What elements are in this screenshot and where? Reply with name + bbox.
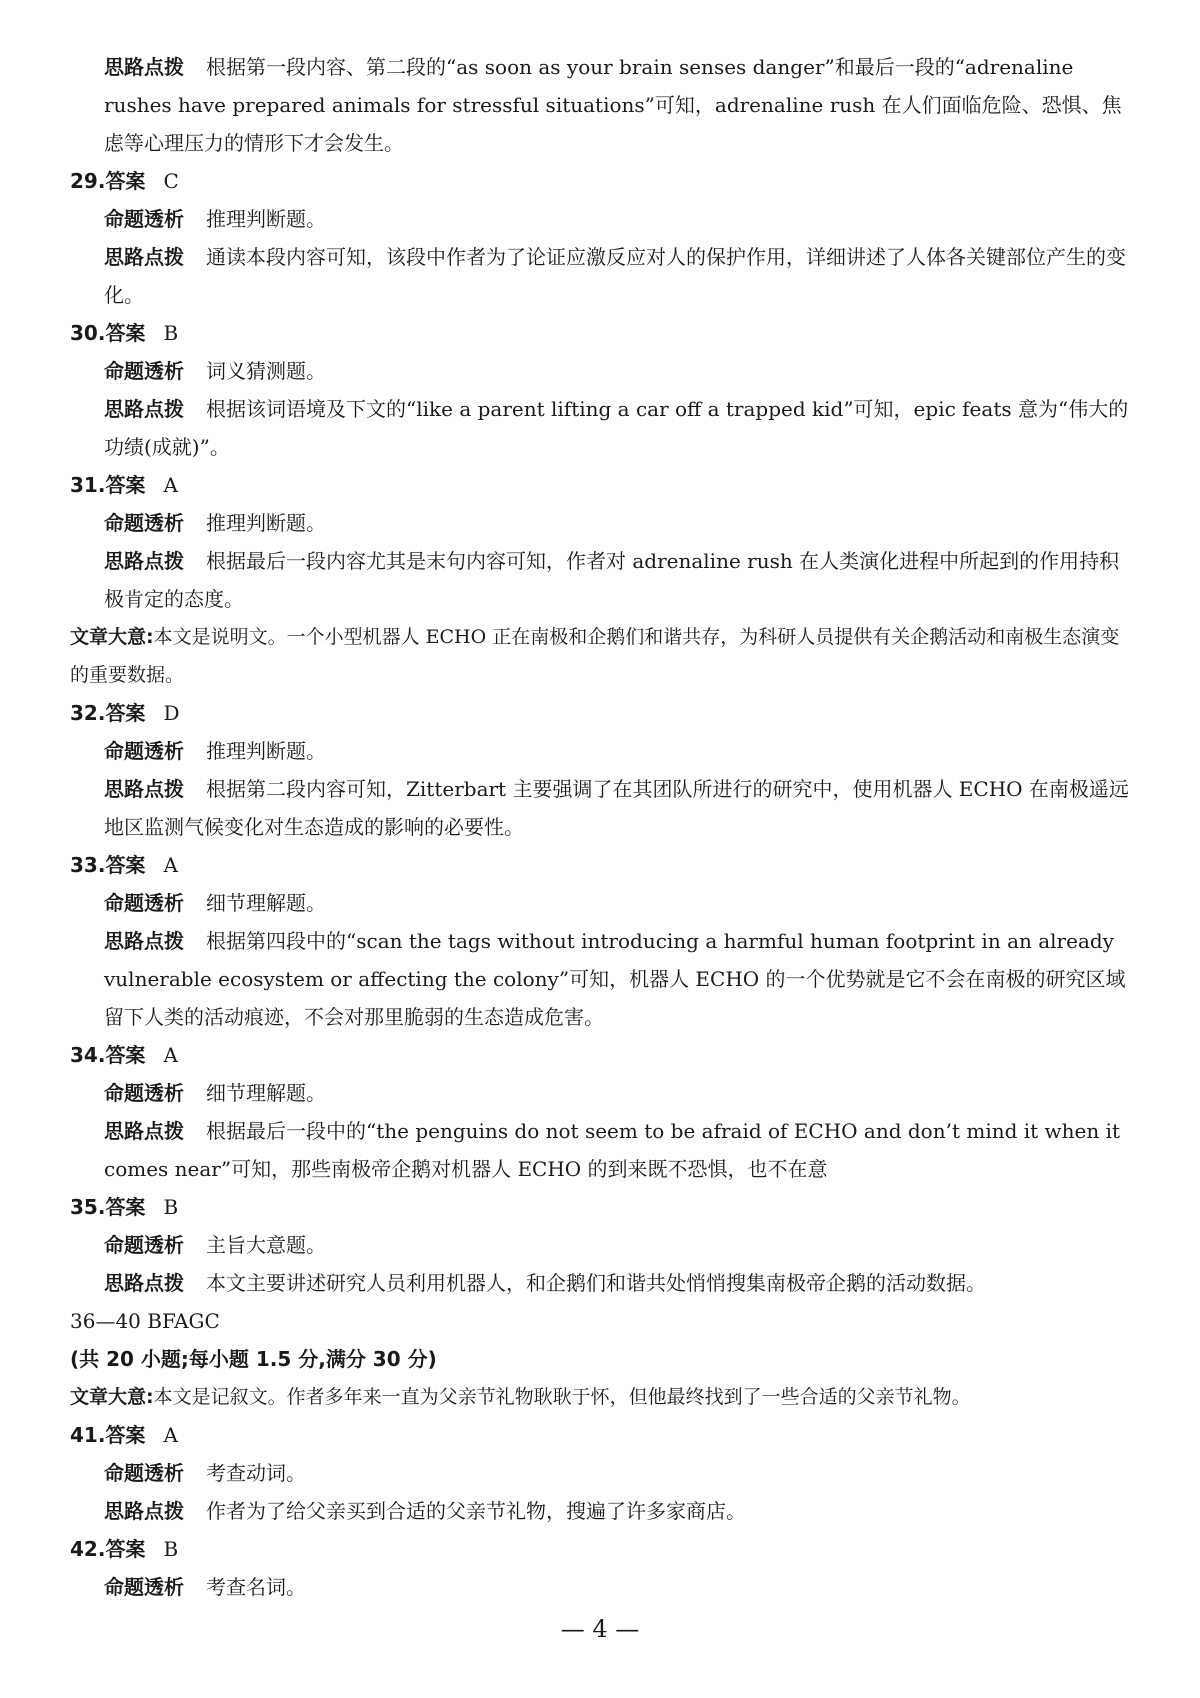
question-analysis [70, 1226, 1136, 1264]
question-number: 41. [70, 1423, 106, 1447]
answer-label: 答案 [105, 701, 146, 725]
analysis-text: 考查名词。 [206, 1575, 306, 1599]
answer-letter: A [163, 1043, 178, 1067]
question-block [70, 314, 1136, 466]
hint-label: 思路点拨 [104, 777, 184, 801]
question-analysis [70, 1074, 1136, 1112]
summary-label: 文章大意: [70, 626, 154, 648]
question-block [70, 1036, 1136, 1188]
question-block [70, 466, 1136, 618]
question-hint [70, 238, 1136, 314]
hint-text: 本文主要讲述研究人员利用机器人，和企鹅们和谐共处悄悄搜集南极帝企鹅的活动数据。 [206, 1271, 986, 1295]
answer-label: 答案 [105, 1537, 146, 1561]
hint-label: 思路点拨 [104, 929, 184, 953]
analysis-text: 推理判断题。 [206, 739, 326, 763]
hint-text: 作者为了给父亲买到合适的父亲节礼物，搜遍了许多家商店。 [206, 1499, 746, 1523]
hint-label: 思路点拨 [104, 1271, 184, 1295]
question-analysis [70, 504, 1136, 542]
answer-letter: B [163, 321, 179, 345]
hint-label: 思路点拨 [104, 1119, 184, 1143]
summary-text: 本文是说明文。一个小型机器人 ECHO 正在南极和企鹅们和谐共存，为科研人员提供有关企鹅活动和南极生态演变的重要数据。 [70, 626, 1120, 686]
analysis-label: 命题透析 [104, 1081, 184, 1105]
question-group-29-31 [70, 162, 1136, 618]
article-summary [70, 618, 1136, 694]
answer-label: 答案 [105, 1195, 146, 1219]
analysis-label: 命题透析 [104, 739, 184, 763]
answer-label: 答案 [105, 321, 146, 345]
page-content [70, 48, 1136, 1606]
question-hint [70, 1492, 1136, 1530]
analysis-text: 主旨大意题。 [206, 1233, 326, 1257]
question-number: 29. [70, 169, 106, 193]
question-number: 42. [70, 1537, 106, 1561]
hint-label: 思路点拨 [104, 55, 184, 79]
answer-letter: A [163, 1423, 178, 1447]
question-hint [70, 770, 1136, 846]
hint-text: 通读本段内容可知，该段中作者为了论证应激反应对人的保护作用，详细讲述了人体各关键部位产生的变化。 [104, 245, 1126, 307]
answer-label: 答案 [105, 1043, 146, 1067]
question-number: 35. [70, 1195, 106, 1219]
analysis-text: 考查动词。 [206, 1461, 306, 1485]
article-summary-2 [70, 1378, 1136, 1416]
analysis-label: 命题透析 [104, 207, 184, 231]
question-answer [70, 1416, 1136, 1454]
hint-line [70, 48, 1136, 162]
analysis-text: 细节理解题。 [206, 1081, 326, 1105]
hint-text: 根据第二段内容可知，Zitterbart 主要强调了在其团队所进行的研究中，使用机器人 ECHO 在南极遥远地区监测气候变化对生态造成的影响的必要性。 [104, 777, 1129, 839]
question-analysis [70, 732, 1136, 770]
question-answer [70, 1188, 1136, 1226]
answer-letter: A [163, 853, 178, 877]
hint-label: 思路点拨 [104, 245, 184, 269]
answer-letter: A [163, 473, 178, 497]
question-answer [70, 162, 1136, 200]
analysis-label: 命题透析 [104, 511, 184, 535]
analysis-label: 命题透析 [104, 891, 184, 915]
hint-label: 思路点拨 [104, 1499, 184, 1523]
question-block [70, 846, 1136, 1036]
question-hint [70, 922, 1136, 1036]
question-42-answer [70, 1530, 1136, 1568]
hint-text: 根据该词语境及下文的“like a parent lifting a car off a trapped kid”可知，epic feats 意为“伟大的功绩(成就)”。 [104, 397, 1129, 459]
question-answer [70, 846, 1136, 884]
analysis-text: 推理判断题。 [206, 207, 326, 231]
answer-label: 答案 [105, 169, 146, 193]
question-answer [70, 694, 1136, 732]
question-42-analysis [70, 1568, 1136, 1606]
answer-label: 答案 [105, 1423, 146, 1447]
answer-letter: B [163, 1195, 179, 1219]
hint-text: 根据最后一段内容尤其是末句内容可知，作者对 adrenaline rush 在人类演化进程中所起到的作用持积极肯定的态度。 [104, 549, 1120, 611]
summary-text: 本文是记叙文。作者多年来一直为父亲节礼物耿耿于怀，但他最终找到了一些合适的父亲节礼物。 [153, 1386, 971, 1408]
analysis-label: 命题透析 [104, 1575, 184, 1599]
question-number: 31. [70, 473, 106, 497]
question-analysis [70, 884, 1136, 922]
question-analysis [70, 352, 1136, 390]
hint-text: 根据第四段中的“scan the tags without introducing a harmful human footprint in an already vulnerable ecosystem or affecting the colony”可知，机器人 ECHO 的一个优势就是它不会在南极的研究区域留下人类的活动痕迹，不会对那里脆弱的生态造成危害。 [104, 929, 1126, 1029]
analysis-label: 命题透析 [104, 1233, 184, 1257]
answer-letter: B [163, 1537, 179, 1561]
question-hint [70, 390, 1136, 466]
question-answer [70, 466, 1136, 504]
section-header: (共 20 小题;每小题 1.5 分,满分 30 分) [70, 1347, 437, 1371]
hint-label: 思路点拨 [104, 549, 184, 573]
analysis-text: 细节理解题。 [206, 891, 326, 915]
question-block [70, 162, 1136, 314]
hint-label: 思路点拨 [104, 397, 184, 421]
question-block [70, 694, 1136, 846]
question-group-32-35 [70, 694, 1136, 1302]
hint-text: 根据最后一段中的“the penguins do not seem to be afraid of ECHO and don’t mind it when it comes near”可知，那些南极帝企鹅对机器人 ECHO 的到来既不恐惧，也不在意 [104, 1119, 1121, 1181]
question-block [70, 1416, 1136, 1530]
question-answer [70, 314, 1136, 352]
question-number: 33. [70, 853, 106, 877]
question-hint [70, 542, 1136, 618]
page-number: — 4 — [560, 1615, 640, 1643]
hint-text: 根据第一段内容、第二段的“as soon as your brain senses danger”和最后一段的“adrenaline rushes have prepared animals for stressful situations”可知，adrenaline rush 在人们面临危险、恐惧、焦虑等心理压力的情形下才会发生。 [104, 55, 1122, 155]
answer-letter: C [163, 169, 179, 193]
question-block [70, 1188, 1136, 1302]
question-hint [70, 1264, 1136, 1302]
analysis-text: 推理判断题。 [206, 511, 326, 535]
question-number: 32. [70, 701, 106, 725]
question-group-41 [70, 1416, 1136, 1530]
analysis-label: 命题透析 [104, 359, 184, 383]
question-number: 34. [70, 1043, 106, 1067]
question-number: 30. [70, 321, 106, 345]
question-hint [70, 1112, 1136, 1188]
analysis-label: 命题透析 [104, 1461, 184, 1485]
summary-label: 文章大意: [70, 1386, 154, 1408]
analysis-text: 词义猜测题。 [206, 359, 326, 383]
answers-36-40: 36—40 BFAGC [70, 1309, 220, 1333]
question-answer [70, 1036, 1136, 1074]
answer-letter: D [163, 701, 180, 725]
answer-label: 答案 [105, 853, 146, 877]
answer-label: 答案 [105, 473, 146, 497]
question-analysis [70, 1454, 1136, 1492]
question-analysis [70, 200, 1136, 238]
